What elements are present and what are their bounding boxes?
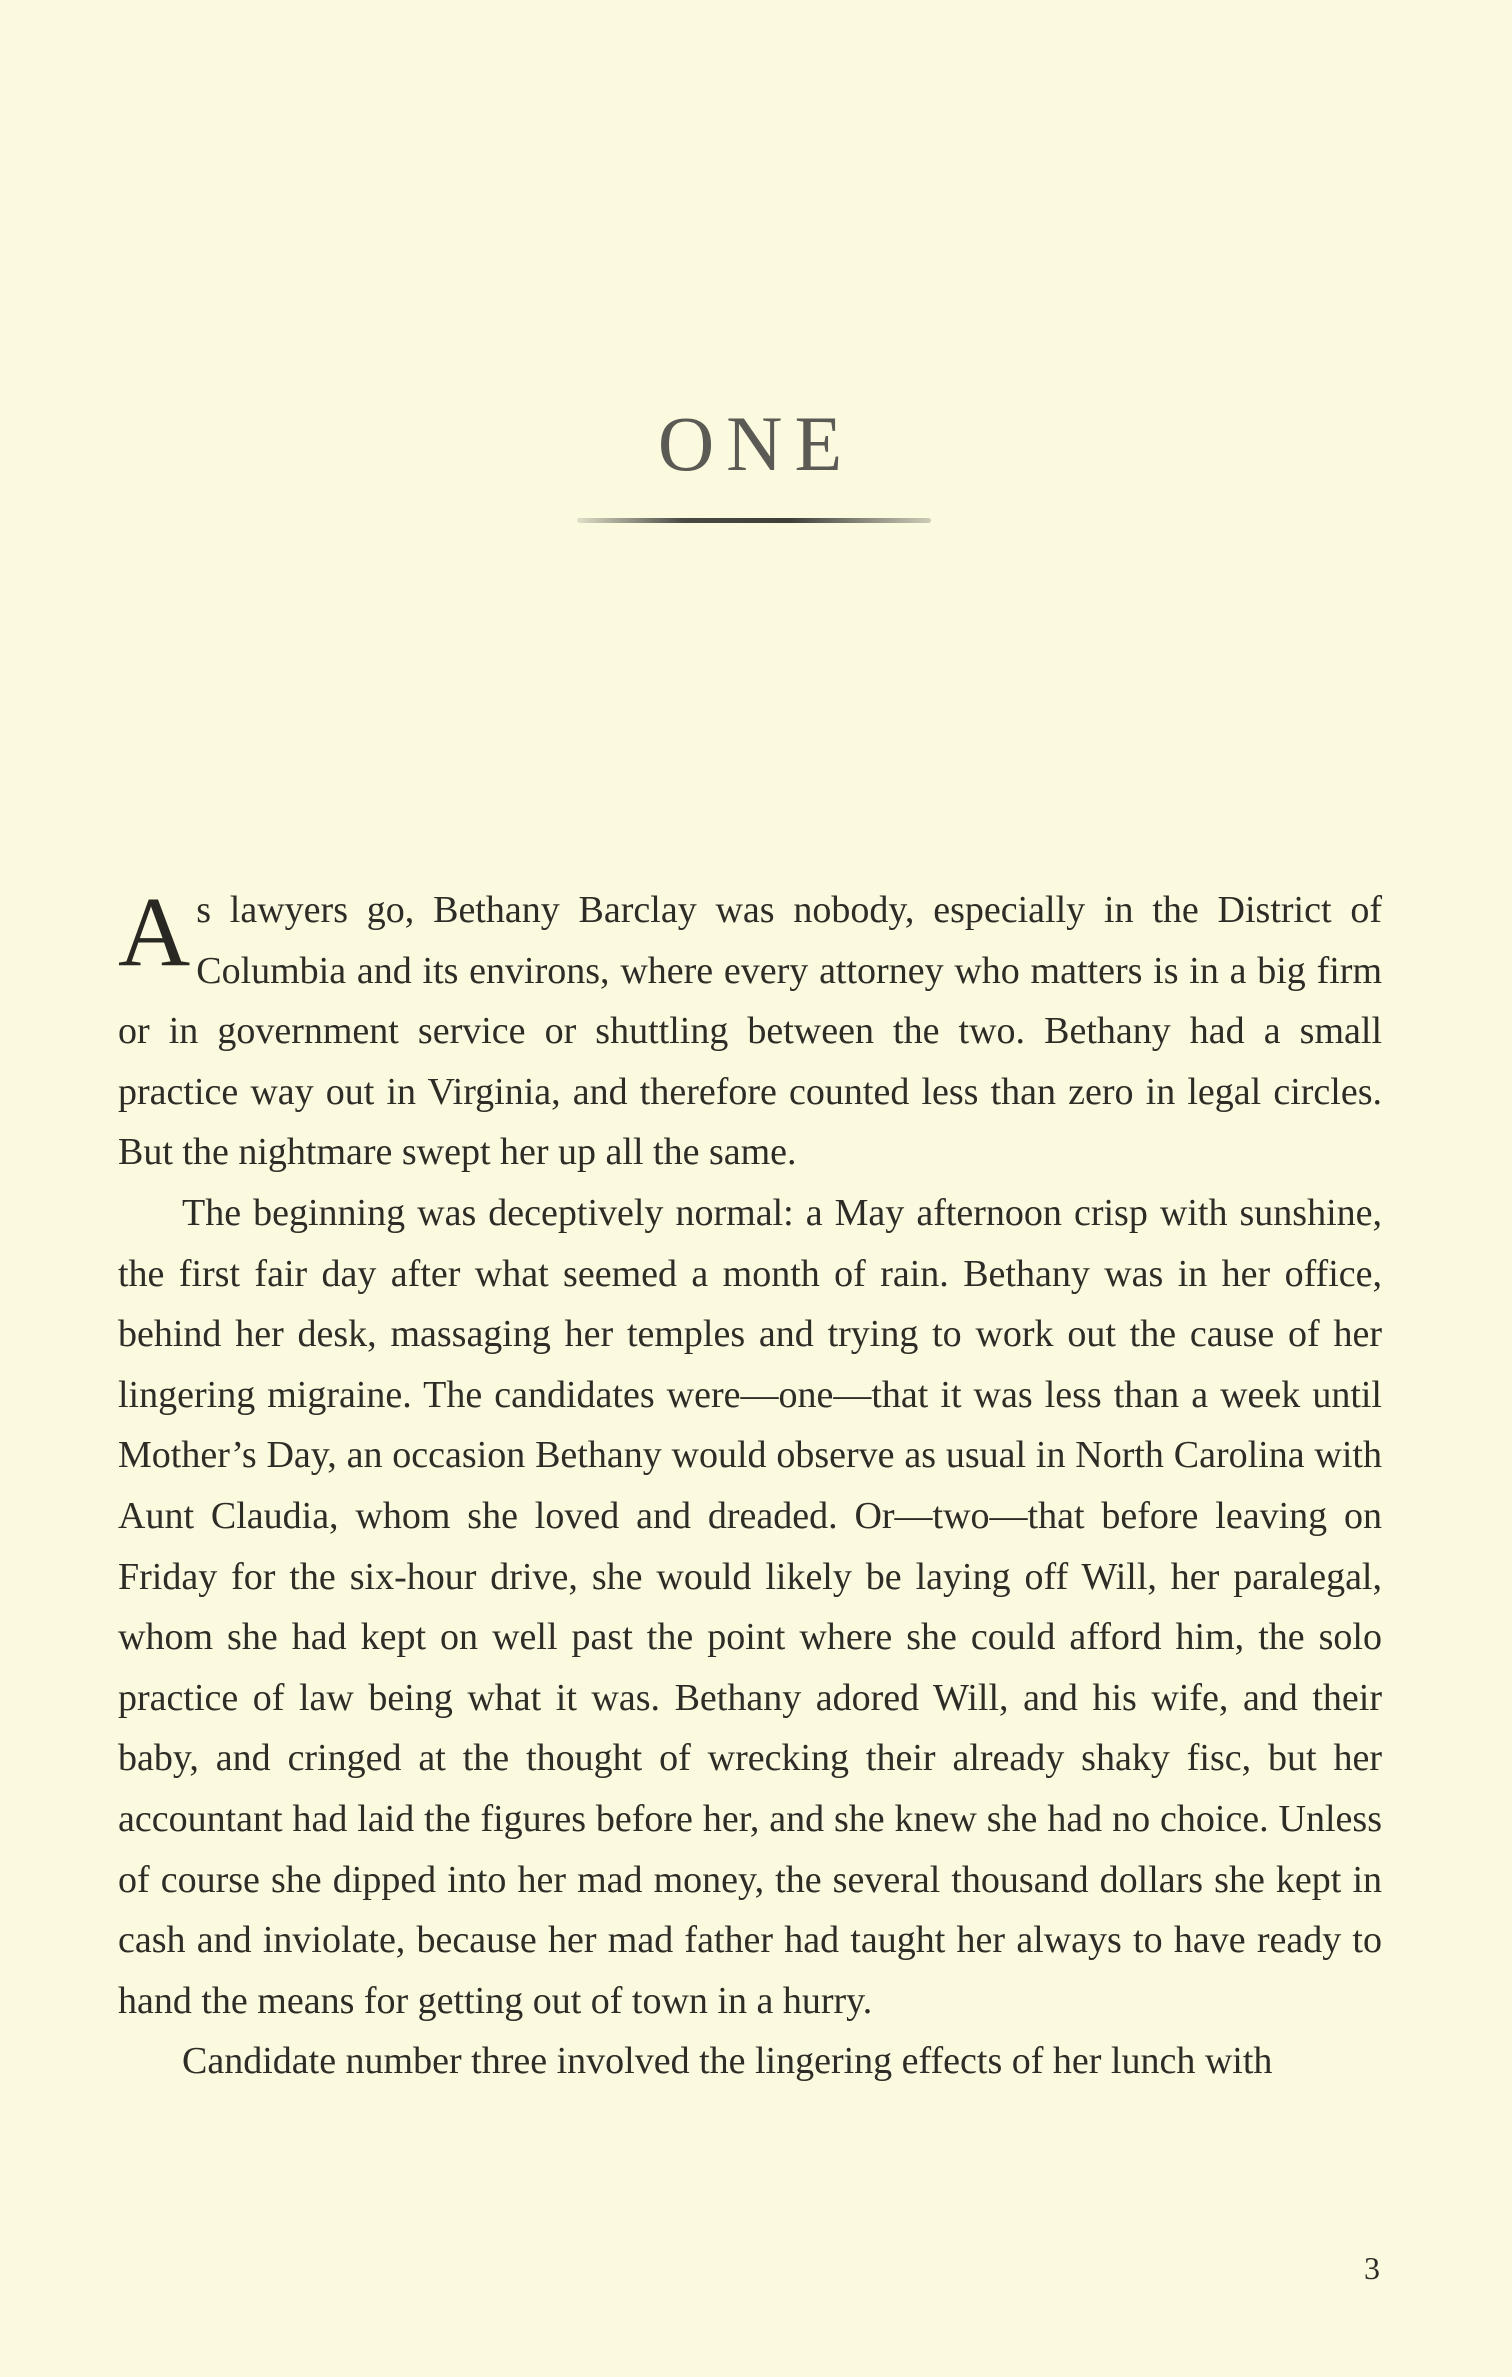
chapter-title: ONE: [657, 400, 855, 487]
paragraph-1-text: s lawyers go, Bethany Barclay was nobody, especially in the District of Columbia and its environs, where every attorney who matters is in a big firm or in government service or shuttling between the two. Bethany had a small practice way out in Virginia, and therefore counted less than zero in legal circles. But the nightmare swept her up all the same.: [118, 889, 1382, 1174]
paragraph-2: The beginning was deceptively normal: a May afternoon crisp with sunshine, the first fair day after what seemed a month of rain. Bethany was in her office, behind her desk, massaging her temples and trying to work out the cause of her lingering migraine. The candidates were—one—that it was less than a week until Mother’s Day, an occasion Bethany would observe as usual in North Carolina with Aunt Claudia, whom she loved and dreaded. Or—two—that before leaving on Friday for the six-hour drive, she would likely be laying off Will, her paralegal, whom she had kept on well past the point where she could afford him, the solo practice of law being what it was. Bethany adored Will, and his wife, and their baby, and cringed at the thought of wrecking their already shaky fisc, but her accountant had laid the figures before her, and she knew she had no choice. Unless of course she dipped into her mad money, the several thousand dollars she kept in cash and inviolate, because her mad father had taught her always to have ready to hand the means for getting out of town in a hurry.: [118, 1191, 1382, 2022]
page-number: 3: [1364, 2250, 1380, 2286]
paragraph-1: [118, 876, 1382, 1183]
chapter-body: [118, 876, 1382, 2092]
paragraph-3: Candidate number three involved the lingering effects of her lunch with: [182, 2040, 1273, 2083]
drop-cap: A: [118, 876, 191, 987]
chapter-divider-rule: [577, 518, 931, 523]
